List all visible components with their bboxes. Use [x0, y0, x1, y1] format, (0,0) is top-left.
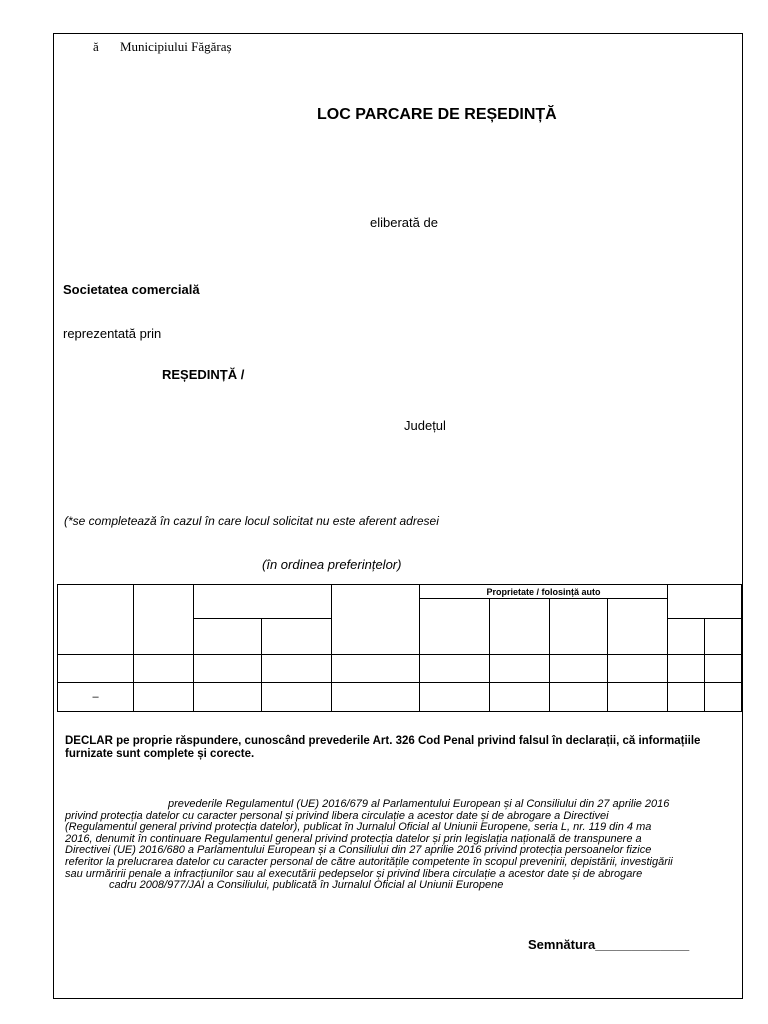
table-cell[interactable] — [134, 683, 194, 712]
table-header-cell — [332, 585, 420, 655]
table-cell[interactable] — [332, 655, 420, 683]
county-label: Județul — [404, 418, 446, 433]
table-header-cell — [550, 599, 608, 655]
page-title: LOC PARCARE DE REȘEDINȚĂ — [317, 106, 557, 123]
table-cell[interactable] — [608, 655, 668, 683]
legal-line: (Regulamentul general privind protecția datelor), publicat în Jurnalul Oficial al Uniunii Europene, seria L, nr. 119 din 4 ma — [65, 821, 652, 834]
table-cell[interactable] — [262, 655, 332, 683]
table-cell[interactable] — [420, 655, 490, 683]
legal-line: Directivei (UE) 2016/680 a Parlamentului European și a Consiliului din 27 aprilie 2016 privind protecția persoanelor fizice — [65, 844, 652, 857]
legal-line: 2016, denumit în continuare Regulamentul general privind protecția datelor și prin legislația națională de transpunere a — [65, 832, 642, 845]
header-marker: ă — [93, 39, 99, 54]
table-cell[interactable] — [608, 683, 668, 712]
header-organization: Municipiului Făgăraș — [120, 39, 232, 54]
table-cell[interactable] — [705, 683, 742, 712]
table-row — [58, 655, 742, 683]
table-cell[interactable] — [194, 655, 262, 683]
legal-line: referitor la prelucrarea datelor cu caracter personal de către autoritățile competente în scopul prevenirii, depistării, investigării — [65, 855, 673, 868]
preference-order-label: (în ordinea preferințelor) — [262, 557, 402, 572]
table-header-cell — [705, 619, 742, 655]
legal-line: privind protecția datelor cu caracter personal și privind libera circulație a acestor date și de abrogare a Directivei — [65, 809, 609, 822]
table-cell[interactable] — [668, 655, 705, 683]
legal-text — [65, 799, 715, 892]
table-cell[interactable] — [550, 655, 608, 683]
table-cell[interactable] — [262, 683, 332, 712]
table-cell[interactable] — [194, 683, 262, 712]
table-header-cell — [262, 619, 332, 655]
table-header-cell — [58, 585, 134, 655]
table-cell[interactable] — [420, 683, 490, 712]
table-header-cell — [134, 585, 194, 655]
table-header-cell — [668, 585, 742, 619]
completion-note: (*se completează în cazul în care locul solicitat nu este aferent adresei — [64, 514, 439, 528]
table-header-cell — [668, 619, 705, 655]
table-header-cell — [608, 599, 668, 655]
table-cell[interactable]: – — [58, 683, 134, 712]
table-header-cell — [194, 585, 332, 619]
signature-field[interactable]: Semnătura_____________ — [528, 937, 690, 952]
table-header-cell — [420, 599, 490, 655]
table-cell[interactable] — [490, 683, 550, 712]
table-header-cell — [194, 619, 262, 655]
table-cell[interactable] — [705, 655, 742, 683]
property-header: Proprietate / folosință auto — [420, 585, 668, 599]
table-row — [58, 683, 742, 712]
table-cell[interactable] — [58, 655, 134, 683]
legal-line: cadru 2008/977/JAI a Consiliului, publicată în Jurnalul Oficial al Uniunii Europene — [109, 879, 504, 892]
table-cell[interactable] — [332, 683, 420, 712]
declaration-text: DECLAR pe proprie răspundere, cunoscând prevederile Art. 326 Cod Penal privind falsul în declarații, că informațiile furnizate sunt complete și corecte. — [65, 735, 701, 760]
table-cell[interactable] — [668, 683, 705, 712]
company-label: Societatea comercială — [63, 282, 200, 297]
issued-by-label: eliberată de — [370, 215, 438, 230]
represented-by-label: reprezentată prin — [63, 326, 162, 341]
table-cell[interactable] — [490, 655, 550, 683]
table-cell[interactable] — [550, 683, 608, 712]
residence-label: REȘEDINȚĂ / — [162, 367, 245, 382]
legal-line: sau urmăririi penale a infracțiunilor sau al executării pedepselor și privind libera circulație a acestor date și de abrogare — [65, 867, 643, 880]
table-header-cell — [490, 599, 550, 655]
legal-line: prevederile Regulamentul (UE) 2016/679 al Parlamentului European și al Consiliului din 27 aprilie 2016 — [168, 798, 670, 810]
table-cell[interactable] — [134, 655, 194, 683]
parking-table — [57, 584, 742, 712]
